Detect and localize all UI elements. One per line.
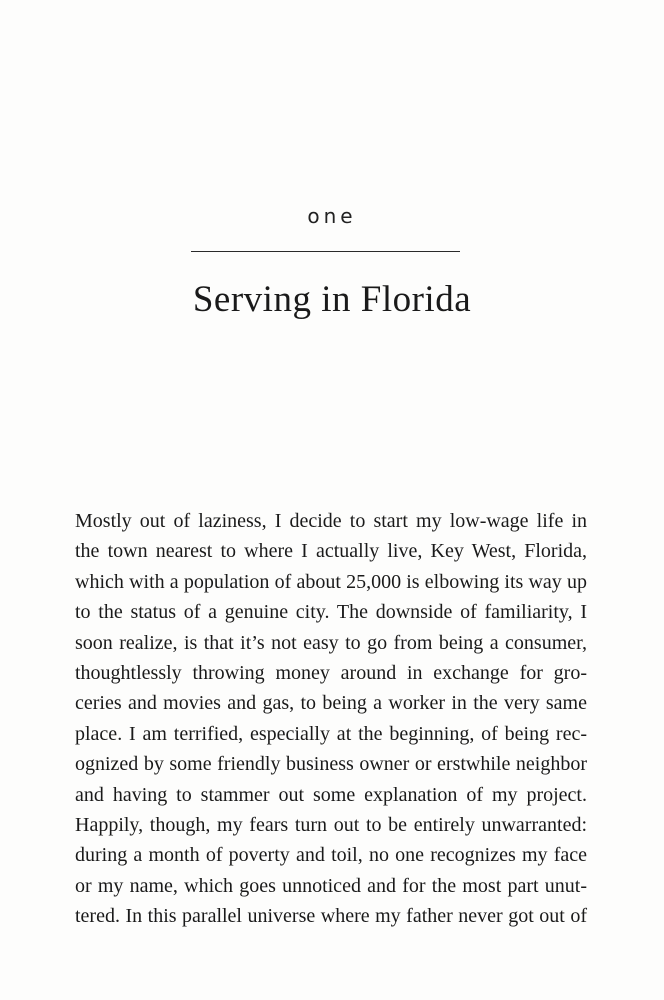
text-line: which with a population of about 25,000 is elbowing its way up xyxy=(75,570,587,593)
text-line: soon realize, is that it’s not easy to go from being a consumer, xyxy=(75,631,587,654)
text-line: tered. In this parallel universe where my father never got out of xyxy=(75,905,587,928)
text-line: thoughtlessly throwing money around in exchange for gro- xyxy=(75,661,587,684)
chapter-number: one xyxy=(307,204,357,228)
text-line: Mostly out of laziness, I decide to start my low-wage life in xyxy=(75,510,587,532)
text-line: the town nearest to where I actually live, Key West, Florida, xyxy=(75,540,587,563)
body-paragraph xyxy=(75,506,587,931)
text-line: ceries and movies and gas, to being a worker in the very same xyxy=(75,692,587,715)
chapter-title: Serving in Florida xyxy=(192,279,472,320)
text-line: to the status of a genuine city. The downside of familiarity, I xyxy=(75,601,587,624)
text-line: Happily, though, my fears turn out to be entirely unwarranted: xyxy=(75,813,587,836)
text-line: and having to stammer out some explanation of my project. xyxy=(75,783,587,806)
text-line: place. I am terrified, especially at the beginning, of being rec- xyxy=(75,722,587,745)
text-line: or my name, which goes unnoticed and for the most part unut- xyxy=(75,874,587,897)
text-line: ognized by some friendly business owner or erstwhile neighbor xyxy=(75,753,587,776)
text-line: during a month of poverty and toil, no one recognizes my face xyxy=(75,844,587,867)
chapter-divider-rule xyxy=(191,251,460,252)
